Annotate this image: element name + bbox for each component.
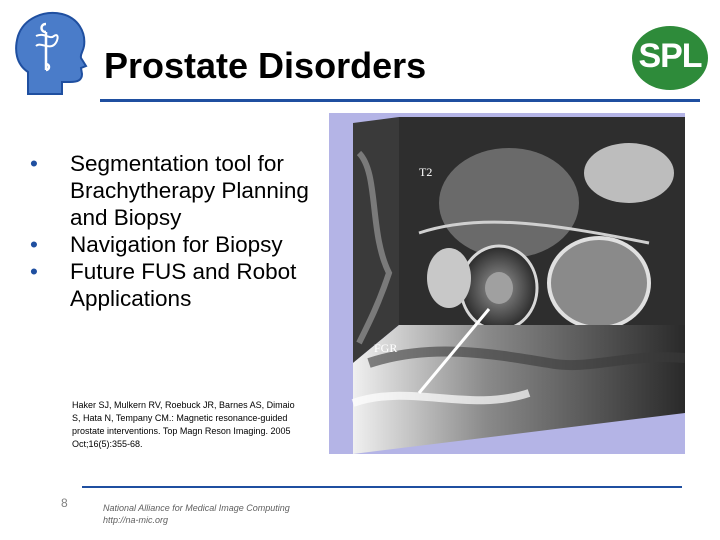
- page-number: 8: [61, 496, 68, 510]
- fgr-label: FGR: [374, 341, 398, 355]
- title-divider: [100, 99, 700, 102]
- t2-label: T2: [419, 165, 433, 179]
- mri-prostate-image: [329, 113, 685, 454]
- slide-title: Prostate Disorders: [104, 45, 427, 86]
- bullet-list: [30, 150, 340, 312]
- bullet-item: • Navigation for Biopsy: [30, 231, 340, 258]
- footer-org: National Alliance for Medical Image Computing: [103, 503, 290, 513]
- citation-text: Haker SJ, Mulkern RV, Roebuck JR, Barnes AS, Dimaio S, Hata N, Tempany CM.: Magnetic resonance-guided prostate interventions. Top Magn Reson Imaging. 2005 Oct;16(5):355-68.: [72, 400, 295, 449]
- footer: [103, 502, 290, 526]
- spl-logo: [630, 25, 710, 91]
- bullet-item: • Segmentation tool for Brachytherapy Planning and Biopsy: [30, 150, 340, 231]
- spl-logo-text: SPL: [638, 37, 702, 75]
- footer-url[interactable]: http://na-mic.org: [103, 515, 169, 525]
- footer-divider: [82, 486, 682, 488]
- namic-logo: [10, 10, 90, 96]
- bullet-item: • Future FUS and Robot Applications: [30, 258, 340, 312]
